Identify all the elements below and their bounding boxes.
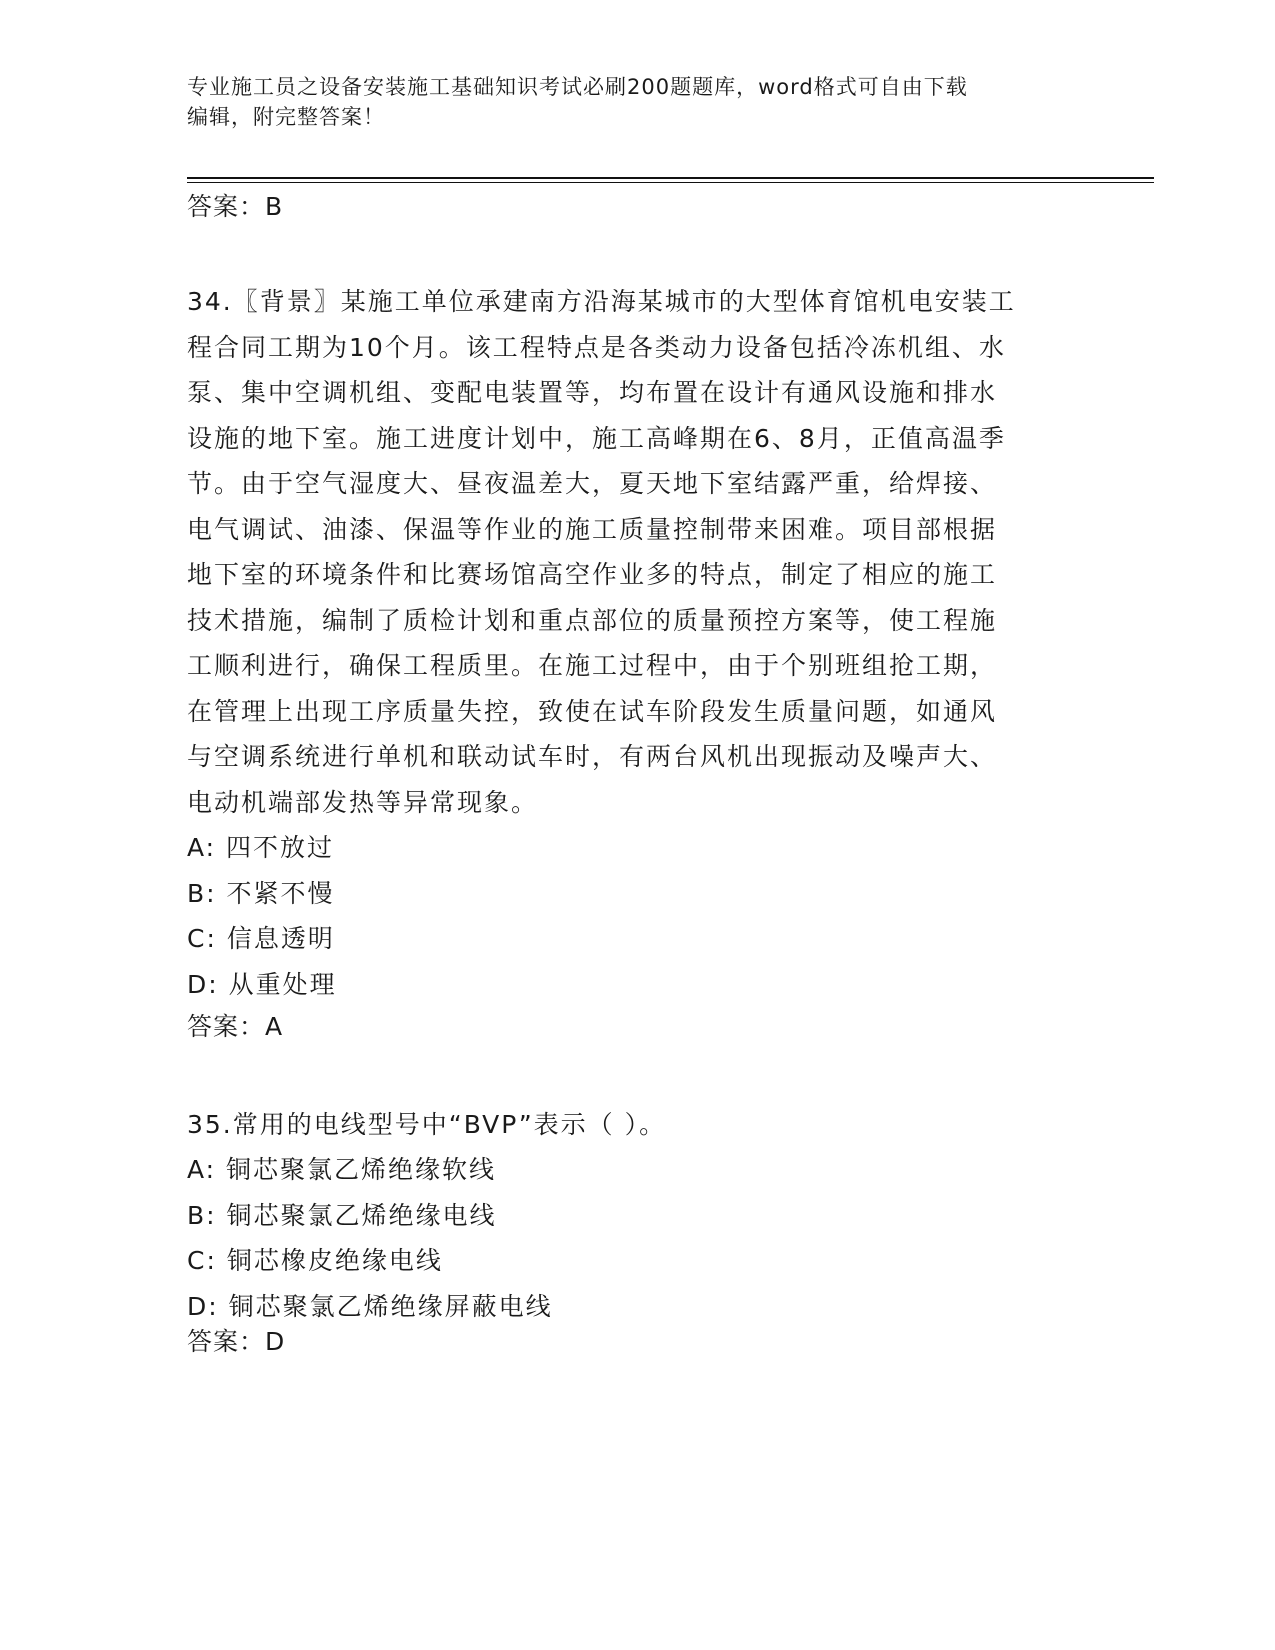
question-34-stem — [187, 279, 1077, 825]
question-34-line: 与空调系统进行单机和联动试车时，有两台风机出现振动及噪声大、 — [187, 742, 998, 771]
question-34-line: 电动机端部发热等异常现象。 — [187, 787, 539, 817]
question-34-line: 泵、集中空调机组、变配电装置等，均布置在设计有通风设施和排水 — [187, 378, 998, 407]
question-34-options — [187, 825, 337, 1007]
question-35-option-b: B: 铜芯聚氯乙烯绝缘电线 — [187, 1200, 497, 1230]
question-35-option-c: C: 铜芯橡皮绝缘电线 — [187, 1246, 443, 1275]
previous-question-answer: 答案：B — [187, 192, 284, 221]
question-35-option-d: D: 铜芯聚氯乙烯绝缘屏蔽电线 — [187, 1291, 553, 1321]
header-divider-thin — [187, 182, 1154, 183]
header-title-line-1: 专业施工员之设备安装施工基础知识考试必刷200题题库，word格式可自由下载 — [187, 75, 968, 99]
question-34-line: 在管理上出现工序质量失控，致使在试车阶段发生质量问题，如通风 — [187, 696, 998, 726]
document-header — [187, 72, 1067, 132]
question-34-line: 地下室的环境条件和比赛场馆高空作业多的特点，制定了相应的施工 — [187, 560, 998, 589]
question-34-answer: 答案：A — [187, 1012, 284, 1041]
question-35-stem: 35.常用的电线型号中“BVP”表示（ ）。 — [187, 1110, 667, 1139]
question-34-line: 工顺利进行，确保工程质里。在施工过程中，由于个别班组抢工期， — [187, 651, 998, 680]
question-34-option-c: C: 信息透明 — [187, 924, 335, 953]
question-35-answer: 答案：D — [187, 1327, 286, 1356]
question-34-line: 34.〖背景〗某施工单位承建南方沿海某城市的大型体育馆机电安装工 — [187, 287, 1016, 316]
question-34-line: 设施的地下室。施工进度计划中，施工高峰期在6、8月，正值高温季 — [187, 423, 1006, 453]
question-34-line: 程合同工期为10个月。该工程特点是各类动力设备包括冷冻机组、水 — [187, 332, 1006, 362]
header-title-line-2: 编辑，附完整答案！ — [187, 105, 385, 129]
question-34-line: 节。由于空气湿度大、昼夜温差大，夏天地下室结露严重，给焊接、 — [187, 469, 998, 498]
question-34-line: 电气调试、油漆、保温等作业的施工质量控制带来困难。项目部根据 — [187, 514, 998, 544]
question-34-option-a: A: 四不放过 — [187, 833, 335, 862]
question-34-line: 技术措施，编制了质检计划和重点部位的质量预控方案等，使工程施 — [187, 605, 998, 635]
question-34-option-b: B: 不紧不慢 — [187, 878, 335, 908]
question-35-option-a: A: 铜芯聚氯乙烯绝缘软线 — [187, 1155, 497, 1184]
header-divider-thick — [187, 177, 1154, 179]
question-35-options — [187, 1147, 553, 1329]
question-34-option-d: D: 从重处理 — [187, 969, 337, 999]
